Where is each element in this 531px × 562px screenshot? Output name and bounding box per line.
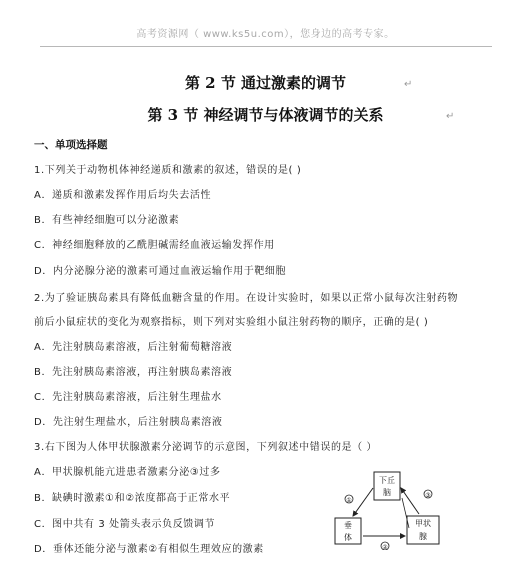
question-2-option-a: A．先注射胰岛素溶液，后注射葡萄糖溶液: [34, 342, 233, 353]
arrow-1: [353, 488, 373, 516]
question-1-option-c: C．神经细胞释放的乙酰胆碱需经血液运输发挥作用: [34, 240, 275, 251]
pituitary-label-line-2: 体: [344, 533, 352, 542]
arrow-3: [401, 488, 419, 514]
feedback-line: [402, 498, 409, 528]
question-3-stem: 3.右下图为人体甲状腺激素分泌调节的示意图，下列叙述中错误的是（ ）: [34, 442, 378, 453]
question-3-option-d: D．垂体还能分泌与激素②有相似生理效应的激素: [34, 544, 264, 555]
question-1-option-d: D．内分泌腺分泌的激素可通过血液运输作用于靶细胞: [34, 266, 287, 277]
section-heading: 一、单项选择题: [34, 139, 108, 151]
question-1-stem: 1.下列关于动物机体神经递质和激素的叙述，错误的是( ): [34, 165, 302, 176]
question-1-option-b: B．有些神经细胞可以分泌激素: [34, 215, 180, 226]
header-rule: [40, 46, 492, 47]
question-3-option-a: A．甲状腺机能亢进患者激素分泌③过多: [34, 467, 221, 478]
hypothalamus-label-line-1: 下丘: [379, 476, 395, 485]
section-title-1: 第 2 节 通过激素的调节: [184, 74, 347, 92]
thyroid-regulation-diagram: [333, 470, 443, 550]
question-2-stem-line-1: 2.为了验证胰岛素具有降低血糖含量的作用。在设计实验时，如果以正常小鼠每次注射药物: [34, 293, 459, 304]
label-3: ③: [425, 492, 431, 499]
question-2-option-b: B．先注射胰岛素溶液，再注射胰岛素溶液: [34, 367, 233, 378]
paragraph-mark: ↵: [404, 79, 413, 90]
pituitary-label-line-1: 垂: [344, 521, 352, 530]
question-3-option-b: B．缺碘时激素①和②浓度都高于正常水平: [34, 493, 231, 504]
paragraph-mark: ↵: [446, 111, 455, 122]
section-title-2: 第 3 节 神经调节与体液调节的关系: [147, 106, 384, 124]
thyroid-label-line-2: 腺: [419, 532, 427, 541]
question-1-option-a: A．递质和激素发挥作用后均失去活性: [34, 190, 212, 201]
hypothalamus-label-line-2: 脑: [383, 488, 391, 497]
question-2-option-d: D．先注射生理盐水，后注射胰岛素溶液: [34, 417, 223, 428]
label-1: ①: [346, 497, 352, 504]
header-watermark: 高考资源网（ www.ks5u.com），您身边的高考专家。: [136, 29, 395, 40]
question-3-option-c: C．图中共有 3 处箭头表示负反馈调节: [34, 519, 216, 530]
label-2: ②: [382, 544, 388, 550]
thyroid-label-line-1: 甲状: [415, 519, 431, 528]
question-2-option-c: C．先注射胰岛素溶液，后注射生理盐水: [34, 392, 222, 403]
question-2-stem-line-2: 前后小鼠症状的变化为观察指标，则下列对实验组小鼠注射药物的顺序，正确的是( ): [34, 317, 429, 328]
